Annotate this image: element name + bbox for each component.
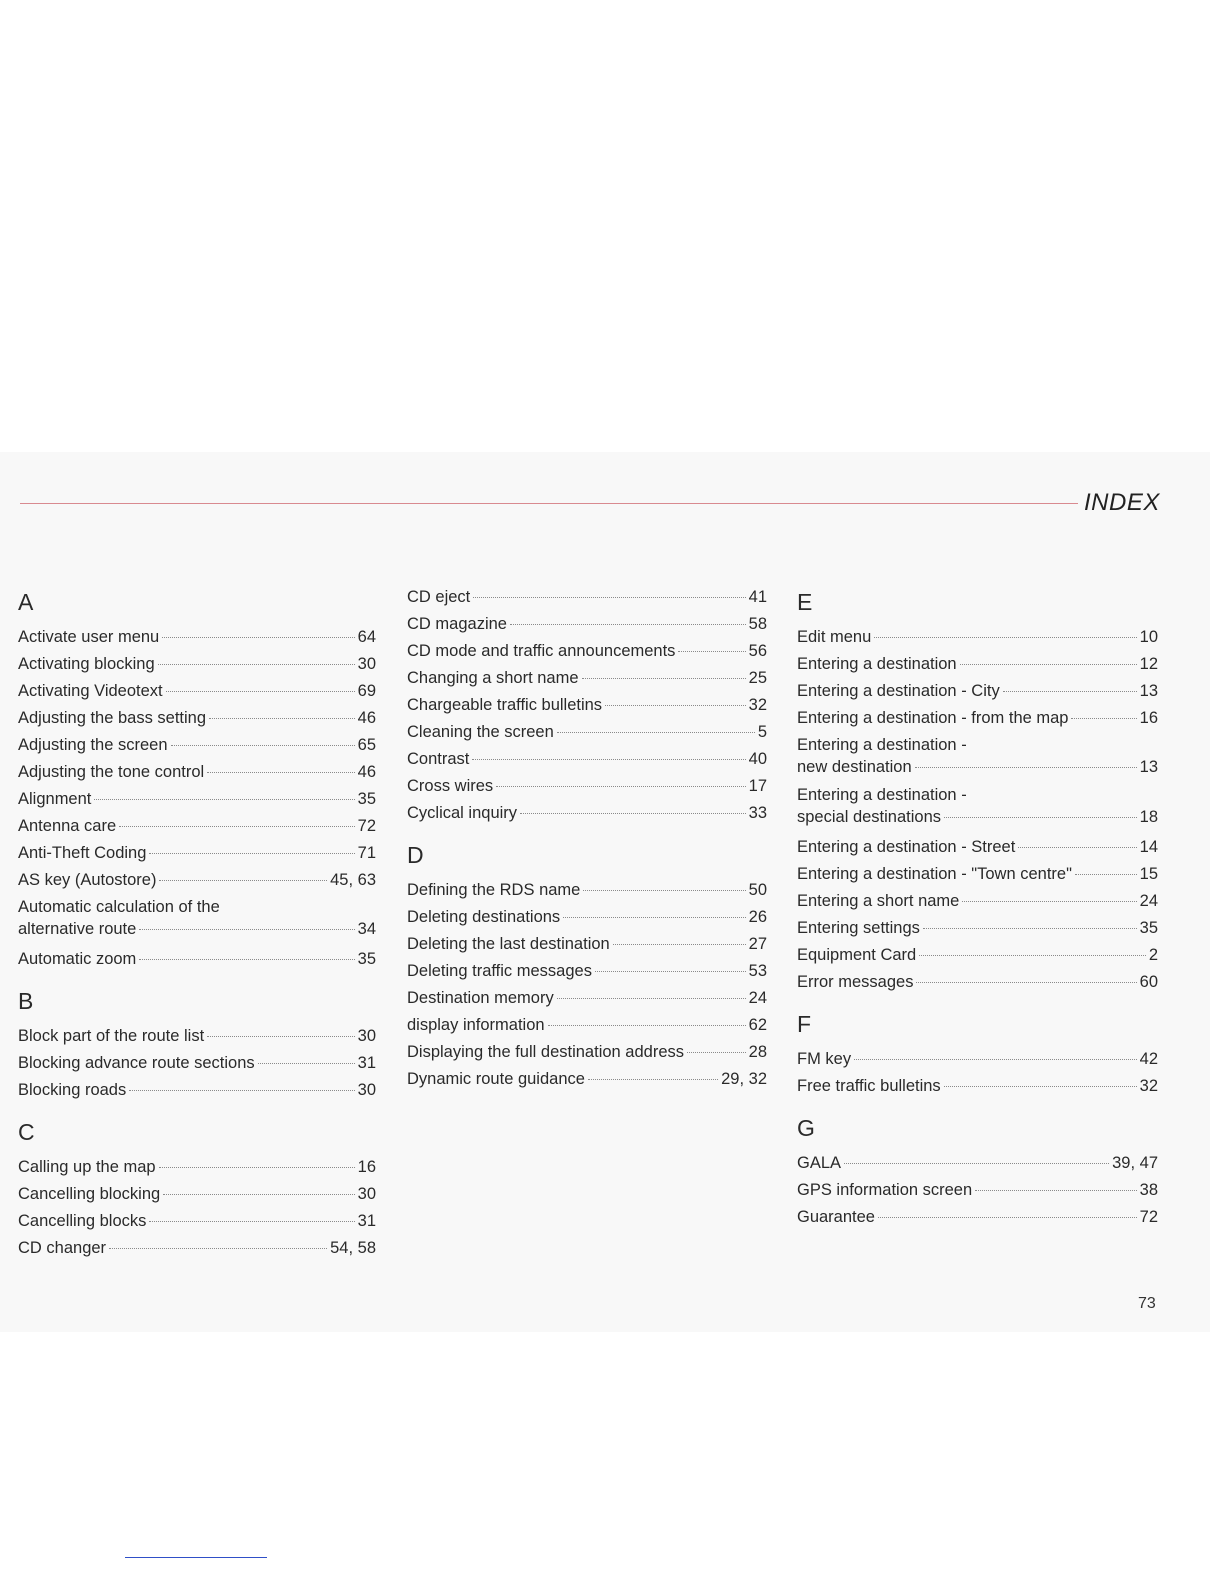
entry-pages: 69: [357, 682, 376, 700]
entry-pages: 46: [357, 709, 376, 727]
index-entry: [18, 705, 376, 732]
index-entry: [797, 705, 1158, 732]
index-entry: [18, 1235, 376, 1262]
entry-pages: 13: [1139, 682, 1158, 700]
index-entry: [797, 651, 1158, 678]
entry-pages: 41: [748, 588, 767, 606]
entry-list: [407, 584, 767, 827]
index-entry: [797, 1046, 1158, 1073]
index-entry: [407, 584, 767, 611]
entry-text: Automatic zoom: [18, 950, 137, 968]
index-column-1: [18, 584, 376, 1270]
index-entry: [18, 732, 376, 759]
entry-pages: 58: [748, 615, 767, 633]
entry-text: CD mode and traffic announcements: [407, 642, 676, 660]
index-entry: [18, 813, 376, 840]
entry-pages: 72: [357, 817, 376, 835]
entry-pages: 30: [357, 655, 376, 673]
entry-continuation: [797, 806, 1158, 828]
entry-pages: 50: [748, 881, 767, 899]
leader-dots: [496, 785, 745, 787]
index-entry: [407, 985, 767, 1012]
index-entry: [18, 1154, 376, 1181]
entry-pages: 32: [1139, 1077, 1158, 1095]
entry-text: Automatic calculation of the: [18, 898, 220, 916]
entry-pages: 31: [357, 1212, 376, 1230]
entry-list: [18, 1023, 376, 1104]
entry-text: Activating Videotext: [18, 682, 163, 700]
index-entry: [18, 840, 376, 867]
index-entry: [407, 800, 767, 827]
entry-continuation: [18, 918, 376, 940]
leader-dots: [874, 636, 1136, 638]
entry-text: Adjusting the tone control: [18, 763, 205, 781]
leader-dots: [171, 744, 355, 746]
leader-dots: [166, 690, 355, 692]
entry-text: Activating blocking: [18, 655, 155, 673]
leader-dots: [162, 636, 354, 638]
entry-pages: 13: [1139, 758, 1158, 776]
index-entry: [797, 1177, 1158, 1204]
index-entry: [407, 773, 767, 800]
index-entry: [18, 678, 376, 705]
entry-text: Activate user menu: [18, 628, 160, 646]
entry-pages: 56: [748, 642, 767, 660]
leader-dots: [854, 1058, 1137, 1060]
entry-text: Entering a destination - City: [797, 682, 1000, 700]
leader-dots: [149, 1220, 354, 1222]
entry-text: Equipment Card: [797, 946, 917, 964]
leader-dots: [1071, 717, 1136, 719]
index-entry: [407, 1066, 767, 1093]
entry-list: [18, 624, 376, 973]
entry-text: Edit menu: [797, 628, 872, 646]
entry-text: FM key: [797, 1050, 852, 1068]
index-entry: [18, 1077, 376, 1104]
entry-pages: 72: [1139, 1208, 1158, 1226]
entry-pages: 12: [1139, 655, 1158, 673]
index-entry: [18, 867, 376, 894]
entry-text: Entering a destination -: [797, 786, 967, 804]
leader-dots: [605, 704, 746, 706]
entry-text: Entering a destination -: [797, 736, 967, 754]
entry-pages: 33: [748, 804, 767, 822]
entry-pages: 46: [357, 763, 376, 781]
index-entry: [18, 946, 376, 973]
index-entry: [18, 759, 376, 786]
leader-dots: [975, 1189, 1136, 1191]
index-entry: [407, 1012, 767, 1039]
entry-pages: 30: [357, 1185, 376, 1203]
leader-dots: [944, 1085, 1137, 1087]
entry-pages: 64: [357, 628, 376, 646]
leader-dots: [844, 1162, 1109, 1164]
entry-text: Entering a destination - Street: [797, 838, 1016, 856]
index-entry: [407, 931, 767, 958]
entry-text: Antenna care: [18, 817, 117, 835]
index-entry: [797, 1073, 1158, 1100]
leader-dots: [1075, 873, 1137, 875]
entry-text: Adjusting the screen: [18, 736, 168, 754]
entry-pages: 53: [748, 962, 767, 980]
entry-pages: 39, 47: [1112, 1154, 1158, 1172]
leader-dots: [563, 916, 745, 918]
entry-pages: 28: [748, 1043, 767, 1061]
index-entry: [407, 719, 767, 746]
entry-pages: 10: [1139, 628, 1158, 646]
entry-list: [18, 1154, 376, 1262]
leader-dots: [163, 1193, 354, 1195]
page-title: INDEX: [1084, 489, 1160, 516]
entry-text: Entering settings: [797, 919, 920, 937]
index-column-3: [797, 584, 1158, 1239]
entry-pages: 30: [357, 1081, 376, 1099]
entry-pages: 35: [357, 950, 376, 968]
index-entry: [797, 888, 1158, 915]
leader-dots: [139, 958, 354, 960]
page-number: 73: [1138, 1295, 1156, 1312]
index-entry: [797, 784, 1158, 832]
entry-text: Displaying the full destination address: [407, 1043, 684, 1061]
entry-text: Cleaning the screen: [407, 723, 554, 741]
leader-dots: [109, 1247, 327, 1249]
entry-text: Contrast: [407, 750, 470, 768]
entry-text: GPS information screen: [797, 1181, 973, 1199]
entry-text: Dynamic route guidance: [407, 1070, 585, 1088]
leader-dots: [1018, 846, 1136, 848]
leader-dots: [678, 650, 745, 652]
leader-dots: [209, 717, 355, 719]
leader-dots: [919, 954, 1146, 956]
entry-pages: 60: [1139, 973, 1158, 991]
index-entry: [797, 861, 1158, 888]
leader-dots: [557, 731, 755, 733]
leader-dots: [473, 596, 745, 598]
index-entry: [18, 1050, 376, 1077]
entry-pages: 25: [748, 669, 767, 687]
entry-pages: 15: [1139, 865, 1158, 883]
section-letter: B: [18, 988, 34, 1014]
entry-pages: 35: [357, 790, 376, 808]
entry-pages: 29, 32: [721, 1070, 767, 1088]
index-entry: [18, 896, 376, 944]
leader-dots: [149, 852, 354, 854]
leader-dots: [129, 1089, 354, 1091]
entry-text: CD changer: [18, 1239, 107, 1257]
entry-pages: 24: [1139, 892, 1158, 910]
entry-pages: 40: [748, 750, 767, 768]
entry-pages: 45, 63: [330, 871, 376, 889]
entry-list: [797, 1150, 1158, 1231]
leader-dots: [962, 900, 1136, 902]
index-entry: [797, 1150, 1158, 1177]
entry-text: Changing a short name: [407, 669, 579, 687]
entry-pages: 34: [357, 920, 376, 938]
leader-dots: [878, 1216, 1137, 1218]
entry-text: Blocking advance route sections: [18, 1054, 255, 1072]
index-entry: [797, 734, 1158, 782]
section-letter: D: [407, 842, 424, 868]
entry-text: Entering a destination - "Town centre": [797, 865, 1072, 883]
index-entry: [797, 678, 1158, 705]
entry-text: Calling up the map: [18, 1158, 156, 1176]
leader-dots: [139, 928, 354, 930]
entry-pages: 24: [748, 989, 767, 1007]
section-letter: A: [18, 589, 34, 615]
entry-list: [797, 624, 1158, 996]
leader-dots: [548, 1024, 746, 1026]
entry-text: Block part of the route list: [18, 1027, 205, 1045]
entry-text: Defining the RDS name: [407, 881, 581, 899]
entry-pages: 26: [748, 908, 767, 926]
entry-list: [797, 1046, 1158, 1100]
leader-dots: [588, 1078, 718, 1080]
entry-pages: 18: [1139, 808, 1158, 826]
entry-pages: 32: [748, 696, 767, 714]
entry-text-continued: alternative route: [18, 920, 137, 938]
leader-dots: [159, 1166, 355, 1168]
index-entry: [407, 746, 767, 773]
leader-dots: [916, 981, 1136, 983]
leader-dots: [960, 663, 1137, 665]
entry-pages: 14: [1139, 838, 1158, 856]
leader-dots: [258, 1062, 355, 1064]
leader-dots: [510, 623, 746, 625]
entry-pages: 42: [1139, 1050, 1158, 1068]
entry-pages: 27: [748, 935, 767, 953]
leader-dots: [158, 663, 355, 665]
leader-dots: [472, 758, 745, 760]
entry-text-continued: special destinations: [797, 808, 942, 826]
entry-text: Destination memory: [407, 989, 554, 1007]
leader-dots: [582, 677, 746, 679]
index-entry: [18, 1181, 376, 1208]
entry-text: display information: [407, 1016, 545, 1034]
index-entry: [797, 915, 1158, 942]
leader-dots: [583, 889, 745, 891]
entry-pages: 62: [748, 1016, 767, 1034]
entry-text: Cyclical inquiry: [407, 804, 518, 822]
entry-text: AS key (Autostore): [18, 871, 157, 889]
entry-text: Anti-Theft Coding: [18, 844, 147, 862]
leader-dots: [613, 943, 746, 945]
leader-dots: [687, 1051, 746, 1053]
index-entry: [18, 786, 376, 813]
entry-list: [407, 877, 767, 1093]
index-entry: [407, 1039, 767, 1066]
entry-text: CD eject: [407, 588, 471, 606]
index-entry: [797, 942, 1158, 969]
entry-text: Error messages: [797, 973, 914, 991]
entry-text: Entering a destination: [797, 655, 957, 673]
entry-text: Cross wires: [407, 777, 494, 795]
section-letter: F: [797, 1011, 812, 1037]
index-entry: [407, 611, 767, 638]
leader-dots: [595, 970, 746, 972]
entry-text: Entering a destination - from the map: [797, 709, 1069, 727]
leader-dots: [159, 879, 327, 881]
leader-dots: [944, 816, 1137, 818]
index-entry: [407, 692, 767, 719]
leader-dots: [94, 798, 354, 800]
leader-dots: [520, 812, 746, 814]
entry-text: CD magazine: [407, 615, 507, 633]
entry-pages: 16: [357, 1158, 376, 1176]
index-entry: [407, 877, 767, 904]
entry-text: Cancelling blocks: [18, 1212, 147, 1230]
leader-dots: [207, 771, 354, 773]
footer-link-underline: [125, 1557, 267, 1558]
index-entry: [18, 651, 376, 678]
section-letter: C: [18, 1119, 35, 1145]
entry-pages: 16: [1139, 709, 1158, 727]
index-entry: [797, 834, 1158, 861]
entry-pages: 2: [1148, 946, 1158, 964]
entry-text: Deleting traffic messages: [407, 962, 592, 980]
entry-pages: 30: [357, 1027, 376, 1045]
leader-dots: [915, 766, 1137, 768]
entry-text: Chargeable traffic bulletins: [407, 696, 603, 714]
entry-text: Blocking roads: [18, 1081, 127, 1099]
entry-text: Guarantee: [797, 1208, 875, 1226]
entry-text: GALA: [797, 1154, 842, 1172]
leader-dots: [1003, 690, 1137, 692]
index-column-2: [407, 584, 767, 1101]
index-entry: [797, 969, 1158, 996]
entry-pages: 65: [357, 736, 376, 754]
entry-text: Alignment: [18, 790, 92, 808]
entry-pages: 54, 58: [330, 1239, 376, 1257]
entry-continuation: [797, 756, 1158, 778]
entry-text-continued: new destination: [797, 758, 912, 776]
entry-text: Entering a short name: [797, 892, 960, 910]
index-entry: [407, 638, 767, 665]
leader-dots: [923, 927, 1137, 929]
index-entry: [18, 1023, 376, 1050]
entry-text: Adjusting the bass setting: [18, 709, 207, 727]
entry-pages: 71: [357, 844, 376, 862]
entry-pages: 17: [748, 777, 767, 795]
index-entry: [18, 624, 376, 651]
index-entry: [797, 1204, 1158, 1231]
index-entry: [18, 1208, 376, 1235]
entry-text: Deleting destinations: [407, 908, 561, 926]
index-entry: [407, 958, 767, 985]
entry-pages: 35: [1139, 919, 1158, 937]
leader-dots: [207, 1035, 354, 1037]
leader-dots: [119, 825, 354, 827]
index-entry: [407, 665, 767, 692]
entry-pages: 38: [1139, 1181, 1158, 1199]
entry-pages: 31: [357, 1054, 376, 1072]
index-entry: [407, 904, 767, 931]
entry-pages: 5: [757, 723, 767, 741]
header-rule: [20, 503, 1078, 504]
index-entry: [797, 624, 1158, 651]
entry-text: Cancelling blocking: [18, 1185, 161, 1203]
section-letter: G: [797, 1115, 815, 1141]
leader-dots: [557, 997, 746, 999]
entry-text: Deleting the last destination: [407, 935, 610, 953]
entry-text: Free traffic bulletins: [797, 1077, 941, 1095]
section-letter: E: [797, 589, 813, 615]
